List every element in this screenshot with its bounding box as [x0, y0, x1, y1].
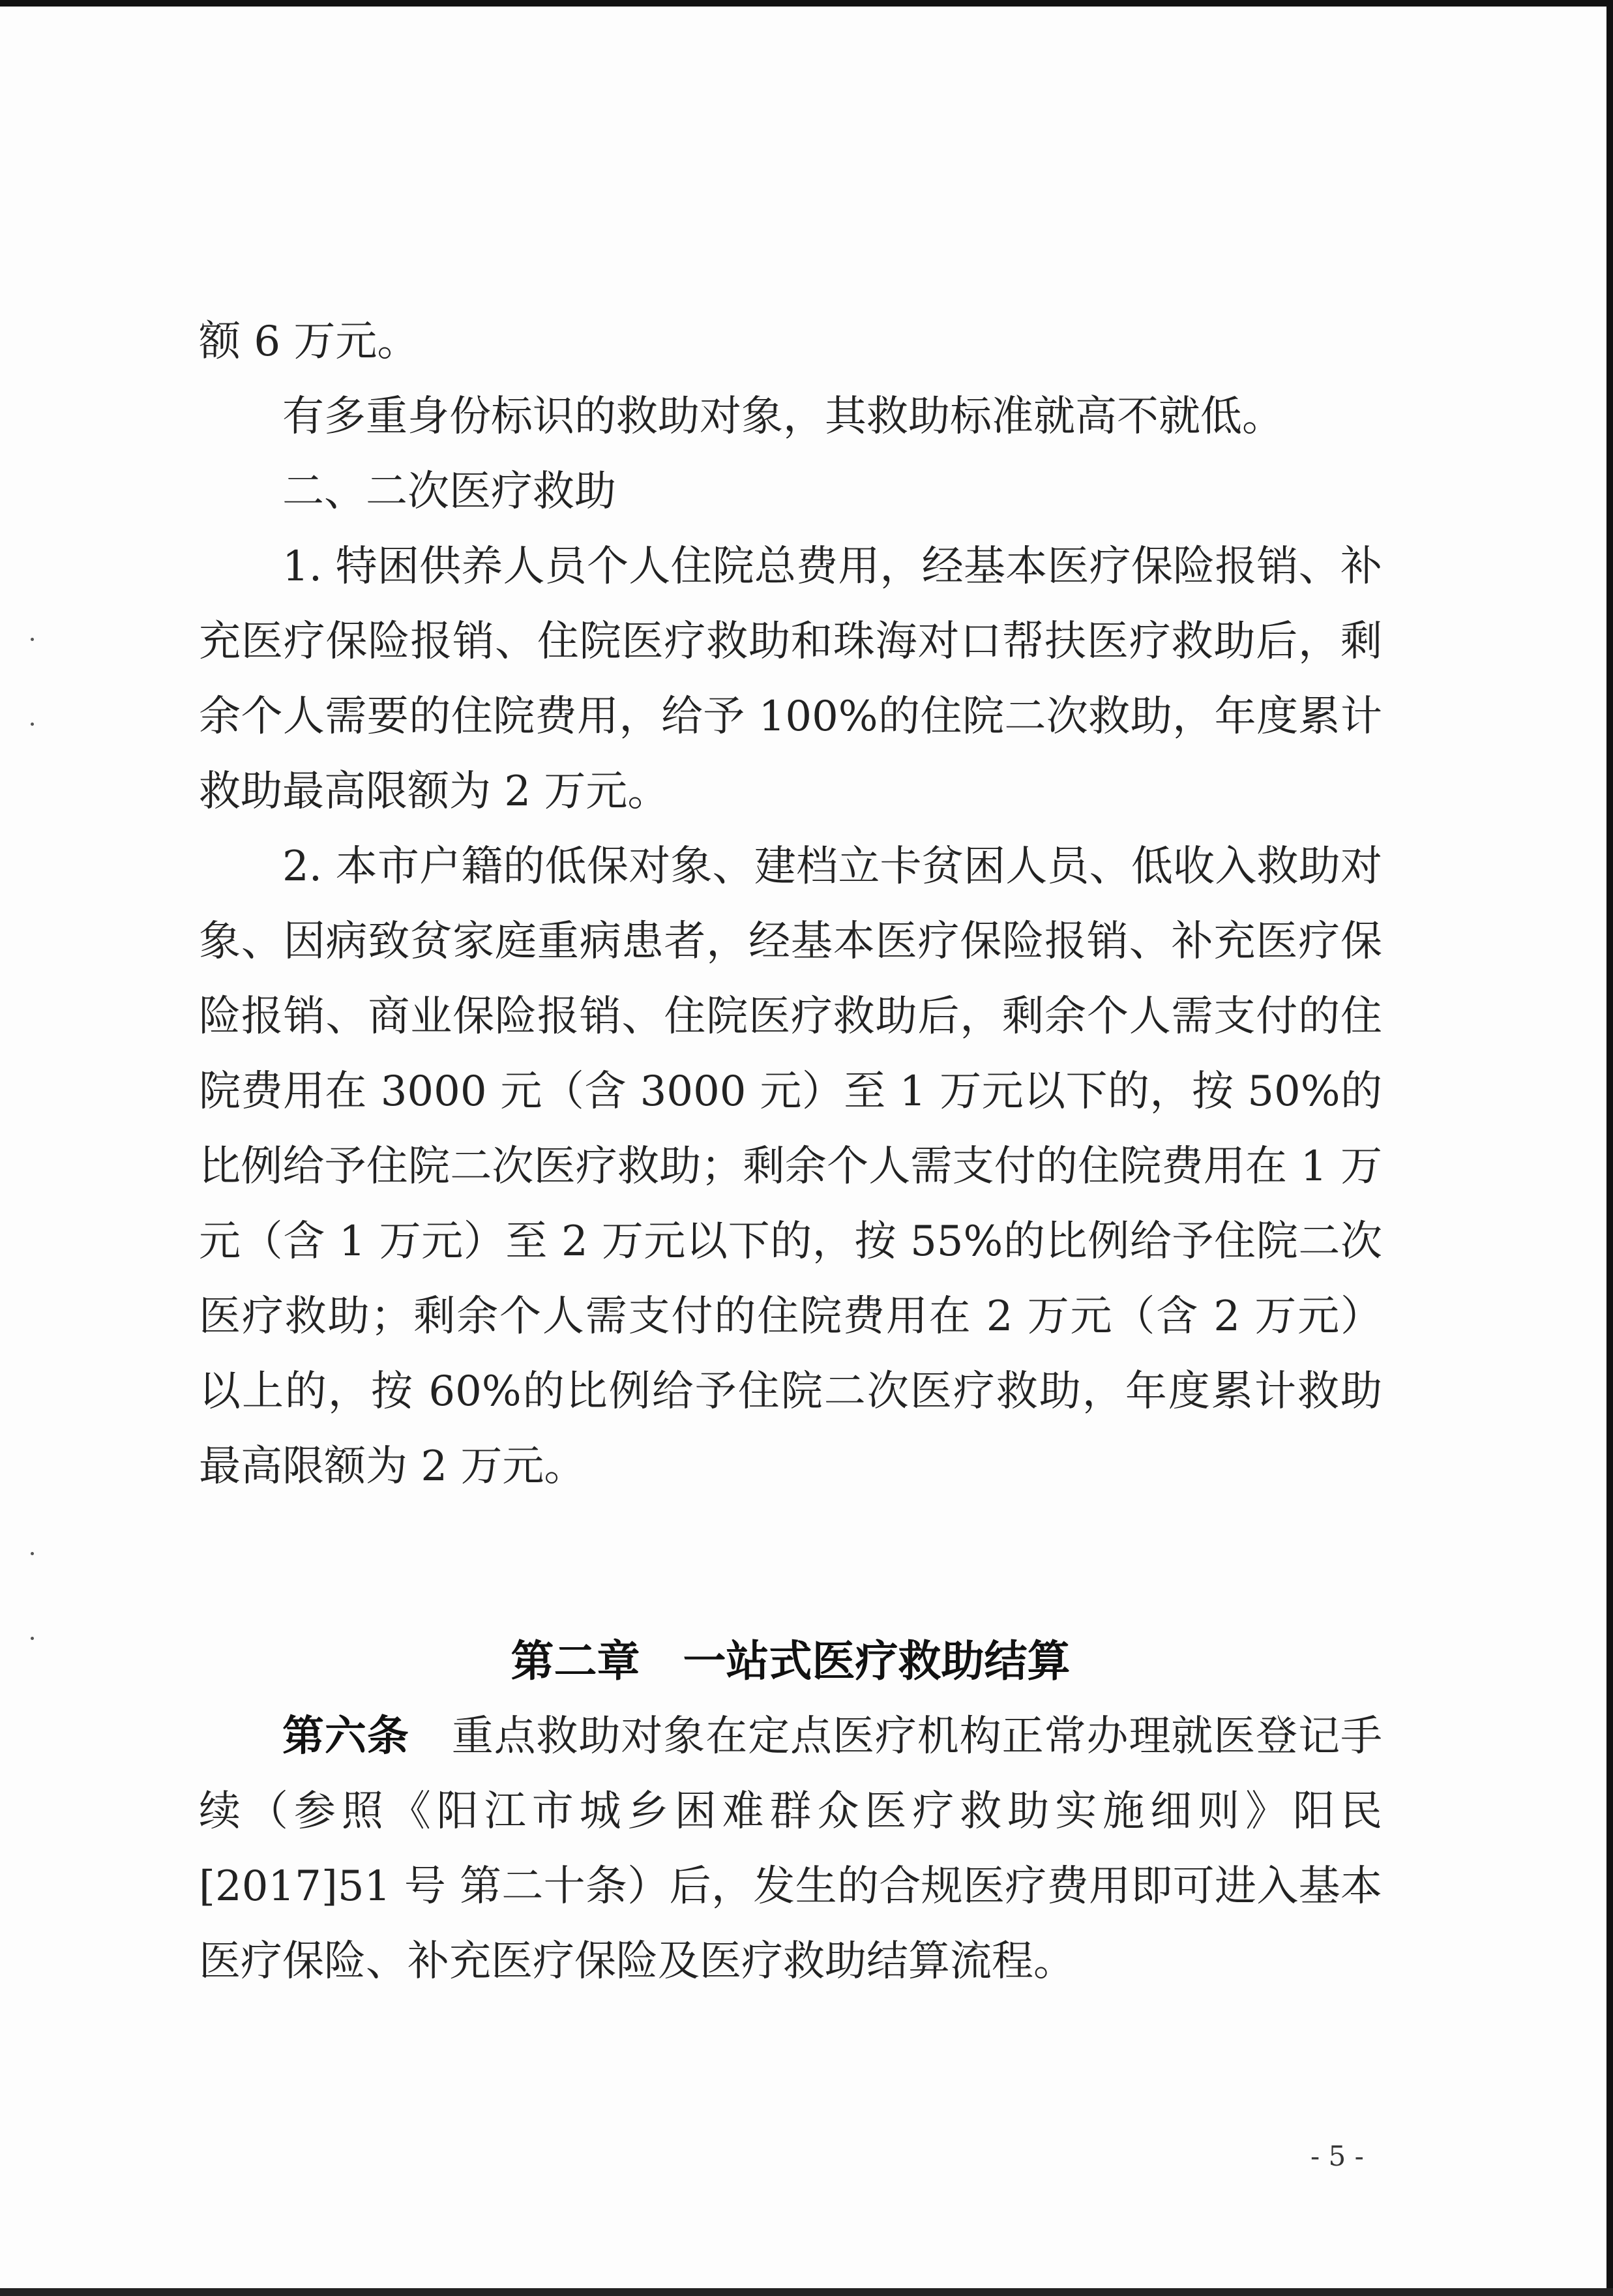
scan-edge-top	[0, 0, 1613, 7]
paragraph: 额 6 万元。	[199, 318, 419, 366]
body-text-article	[199, 1699, 1382, 1999]
scan-speck	[31, 1552, 34, 1555]
section-heading: 二、二次医疗救助	[282, 468, 616, 516]
body-text-top	[199, 305, 1382, 1504]
scan-edge-bottom	[0, 2288, 1613, 2296]
article-label: 第六条	[282, 1712, 409, 1761]
article-text: 重点救助对象在定点医疗机构正常办理就医登记手续（参照《阳江市城乡困难群众医疗救助实施细则》阳民[2017]51 号 第二十条）后，发生的合规医疗费用即可进入基本医疗保险、补充医疗保险及医疗救助结算流程。	[199, 1712, 1383, 1986]
paragraph: 2. 本市户籍的低保对象、建档立卡贫困人员、低收入救助对象、因病致贫家庭重病患者，经基本医疗保险报销、补充医疗保险报销、商业保险报销、住院医疗救助后，剩余个人需支付的住院费用在 3000 元（含 3000 元）至 1 万元以下的，按 50%的比例给予住院二次医疗救助；剩余个人需支付的住院费用在 1 万元（含 1 万元）至 2 万元以下的，按 55%的比例给予住院二次医疗救助；剩余个人需支付的住院费用在 2 万元（含 2 万元）以上的，按 60%的比例给予住院二次医疗救助，年度累计救助最高限额为 2 万元。	[199, 842, 1382, 1491]
article-paragraph	[199, 1699, 1382, 1999]
paragraph: 有多重身份标识的救助对象，其救助标准就高不就低。	[282, 393, 1284, 441]
paragraph: 1. 特困供养人员个人住院总费用，经基本医疗保险报销、补充医疗保险报销、住院医疗救助和珠海对口帮扶医疗救助后，剩余个人需要的住院费用，给予 100%的住院二次救助，年度累计救助最高限额为 2 万元。	[199, 543, 1382, 816]
article-gap	[409, 1712, 452, 1761]
scan-speck	[31, 638, 34, 641]
chapter-heading: 第二章 一站式医疗救助结算	[511, 1635, 1071, 1686]
scan-speck	[31, 723, 34, 726]
scan-edge-right	[1606, 0, 1613, 2296]
scan-speck	[31, 1637, 34, 1640]
page-number: - 5 -	[1310, 2140, 1364, 2172]
